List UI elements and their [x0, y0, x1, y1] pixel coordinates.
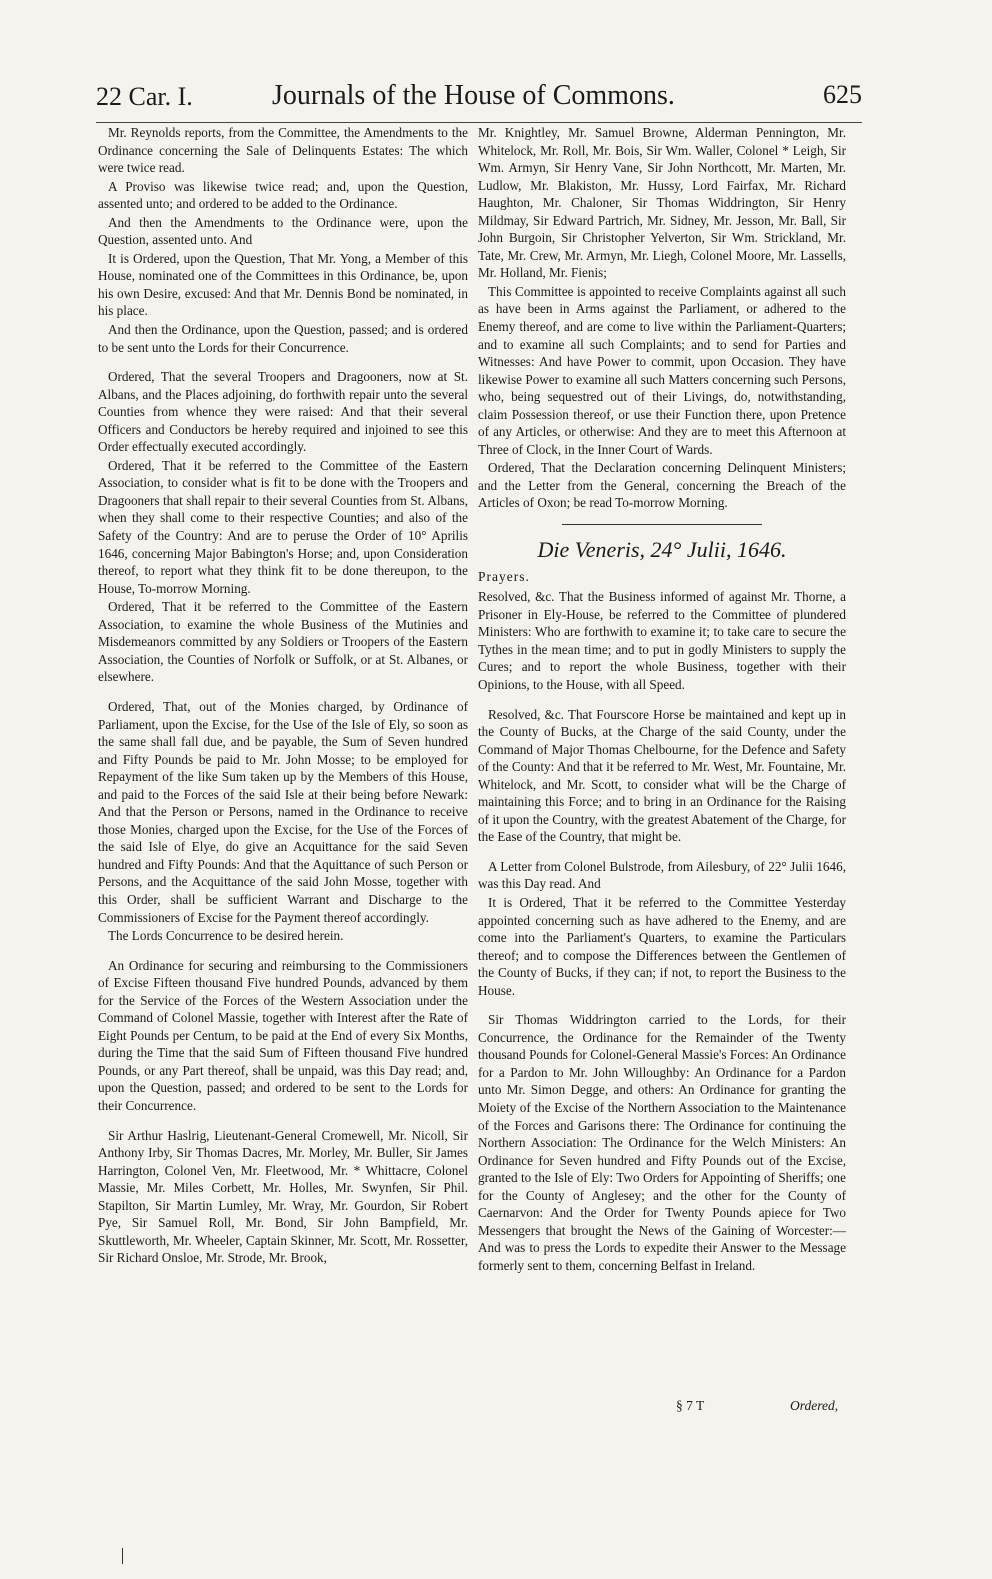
paragraph: It is Ordered, That it be referred to the Committee Yesterday appointed concerning such as have adhered to the Enemy, and are come into the Parliament's Quarters, to examine the Particulars thereof; and to compose the Differences between the Gentlemen of the County of Bucks, if they can; if not, to report the Business to the House. — [478, 894, 846, 998]
journal-title: Journals of the House of Commons. — [272, 80, 675, 111]
section-divider — [562, 524, 762, 525]
running-header — [96, 78, 862, 123]
paragraph: And then the Amendments to the Ordinance were, upon the Question, assented unto. And — [98, 214, 468, 248]
page-number: 625 — [823, 80, 862, 109]
margin-mark — [122, 1548, 123, 1564]
paragraph: Resolved, &c. That Fourscore Horse be maintained and kept up in the County of Bucks, at the Charge of the said County, under the Command of Major Thomas Chelbourne, for the Defence and Safety of the County: And that it be referred to Mr. West, Mr. Fountaine, Mr. Whitelock, and Mr. Scott, to consider what will be the Charge of maintaining this Force; and to bring in an Ordinance for the Raising of it upon the Country, with the greatest Abatement of the Charge, for the Ease of the Country, that might be. — [478, 706, 846, 845]
day-heading: Die Veneris, 24° Julii, 1646. — [537, 537, 787, 563]
paragraph: An Ordinance for securing and reimbursing to the Commissioners of Excise Fifteen thousand Five hundred Pounds, advanced by them for the Service of the Forces of the Western Association under the Command of Colonel Massie, together with Interest after the Rate of Eight Pounds per Centum, to be paid at the End of every Six Months, during the Time that the said Sum of Fifteen thousand Five hundred Pounds, or any Part thereof, shall be unpaid, was this Day read; and, upon the Question, passed; and ordered to be sent to the Lords for their Concurrence. — [98, 957, 468, 1113]
paragraph: Ordered, That the Declaration concerning Delinquent Ministers; and the Letter from the General, concerning the Breach of the Articles of Oxon; be read To-morrow Morning. — [478, 460, 846, 511]
paragraph: Mr. Reynolds reports, from the Committee, the Amendments to the Ordinance concerning the Sale of Delinquents Estates: The which were twice read. — [98, 125, 468, 176]
paragraph: A Proviso was likewise twice read; and, upon the Question, assented unto; and ordered to be added to the Ordinance. — [98, 178, 468, 212]
left-column — [98, 124, 468, 1268]
paragraph: Ordered, That it be referred to the Committee of the Eastern Association, to examine the whole Business of the Mutinies and Misdemeanors committed by any Soldiers or Troopers of the Eastern Association, the Counties of Norfolk or Suffolk, or at St. Albanes, or elsewhere. — [98, 599, 468, 685]
committee-list-continued: Mr. Knightley, Mr. Samuel Browne, Alderman Pennington, Mr. Whitelock, Mr. Roll, Mr. Bois, Sir Wm. Waller, Colonel * Leigh, Sir Wm. Armyn, Sir Henry Vane, Sir John Northcott, Mr. Marten, Mr. Ludlow, Mr. Blakiston, Mr. Hussy, Lord Fairfax, Mr. Richard Haughton, Mr. Chaloner, Sir Thomas Widdrington, Sir Henry Mildmay, Sir Edward Partrich, Mr. Sidney, Mr. Jesson, Mr. Ball, Sir John Burgoin, Sir Christopher Yelverton, Sir Wm. Strickland, Mr. Tate, Mr. Crew, Mr. Armyn, Mr. Liegh, Colonel Moore, Mr. Lassells, Mr. Holland, Mr. Fienis; — [478, 125, 846, 281]
paragraph: It is Ordered, upon the Question, That Mr. Yong, a Member of this House, nominated one of the Committees in this Ordinance, be, upon his own Desire, excused: And that Mr. Dennis Bond be nominated, in his place. — [98, 250, 468, 319]
right-column — [478, 124, 846, 1275]
paragraph: And then the Ordinance, upon the Question, passed; and is ordered to be sent unto the Lords for their Concurrence. — [98, 322, 468, 355]
paragraph: Sir Thomas Widdrington carried to the Lords, for their Concurrence, the Ordinance for the Remainder of the Twenty thousand Pounds for Colonel-General Massie's Forces: An Ordinance for a Pardon to Mr. John Willoughby: An Ordinance for a Pardon unto Mr. Simon Degge, and others: An Ordinance for granting the Moiety of the Excise of the Northern Association to the Maintenance of the Forces and Garisons there: The Ordinance for continuing the Northern Association: The Ordinance for the Welch Ministers: An Ordinance for Seven hundred and Fifty Pounds out of the Excise, granted to the Isle of Ely: Two Orders for Appointing of Sheriffs; one for the County of Anglesey; and the other for the County of Caernarvon: And the Order for Twenty Pounds apiece for Two Messengers that brought the News of the Gaining of Worcester:—And was to press the Lords to expedite their Answer to the Message formerly sent to them, concerning Belfast in Ireland. — [478, 1012, 846, 1273]
paragraph: This Committee is appointed to receive Complaints against all such as have been in Arms against the Parliament, or adhered to the Enemy thereof, and are come to live within the Parliament-Quarters; and to examine all such Complaints; and to send for Parties and Witnesses: And have Power to commit, upon Occasion. They have likewise Power to examine all such Matters concerning such Persons, who, being sequestred out of their Livings, do, notwithstanding, claim Possession thereof, or use their Function there, upon Pretence of any Articles, or otherwise: And they are to meet this Afternoon at Three of Clock, in the Inner Court of Wards. — [478, 283, 846, 457]
committee-list: Sir Arthur Haslrig, Lieutenant-General Cromewell, Mr. Nicoll, Sir Anthony Irby, Sir Thomas Dacres, Mr. Morley, Mr. Buller, Sir James Harrington, Colonel Ven, Mr. Fleetwood, Mr. * Whittacre, Colonel Massie, Mr. Miles Corbett, Mr. Holles, Mr. Swynfen, Sir Phil. Stapilton, Sir Martin Lumley, Mr. Wray, Mr. Gourdon, Sir Robert Pye, Sir Samuel Roll, Mr. Bond, Sir John Bampfield, Mr. Skuttleworth, Mr. Wheeler, Captain Skinner, Mr. Scott, Mr. Rossetter, Sir Richard Onsloe, Mr. Strode, Mr. Brook, — [98, 1127, 468, 1266]
catchword: Ordered, — [790, 1398, 839, 1413]
regnal-year: 22 Car. I. — [96, 82, 193, 111]
paragraph: Ordered, That it be referred to the Committee of the Eastern Association, to consider what is fit to be done with the Troopers and Dragooners that shall repair to their several Counties from St. Albans, when they shall come to their respective Counties; and also of the Safety of the Country: And are to peruse the Order of 10° Aprilis 1646, concerning Major Babington's Horse; and, upon Consideration thereof, to report what they think fit to be done thereupon, to the House, To-morrow Morning. — [98, 457, 468, 596]
paragraph: A Letter from Colonel Bulstrode, from Ailesbury, of 22° Julii 1646, was this Day read. And — [478, 858, 846, 892]
prayers-heading: Prayers. — [478, 569, 530, 585]
signature-mark: § 7 T — [676, 1398, 705, 1413]
paragraph: Resolved, &c. That the Business informed of against Mr. Thorne, a Prisoner in Ely-House, be referred to the Committee of plundered Ministers: Who are forthwith to examine it; to take care to secure the Tythes in the mean time; and to put in godly Ministers to supply the Cures; and to report the whole Business, together with their Opinions, to the House, with all Speed. — [478, 589, 846, 692]
paragraph: Ordered, That the several Troopers and Dragooners, now at St. Albans, and the Places adjoining, do forthwith repair unto the several Counties from whence they were raised: And that their several Officers and Conductors be hereby required and injoined to see this Order effectually executed accordingly. — [98, 369, 468, 455]
paragraph: The Lords Concurrence to be desired herein. — [108, 928, 344, 944]
paragraph: Ordered, That, out of the Monies charged, by Ordinance of Parliament, upon the Excise, for the Use of the Isle of Ely, so soon as the same shall fall due, and be payable, the Sum of Seven hundred and Fifty Pounds be paid to Mr. John Mosse; to be employed for Repayment of the like Sum taken up by the Members of this House, and paid to the Forces of the said Isle at their being before Newark: And that the Person or Persons, named in the Ordinance to receive those Monies, charged upon the Excise, for the Use of the Forces of the said Isle of Elye, do give an Acquittance for the said Seven hundred and Fifty Pounds: And that the Aquittance of such Person or Persons, and the Acquittance of the said John Mosse, together with this Order, shall be sufficient Warrant and Discharge to the Commissioners of Excise for the Payment thereof accordingly. — [98, 698, 468, 925]
